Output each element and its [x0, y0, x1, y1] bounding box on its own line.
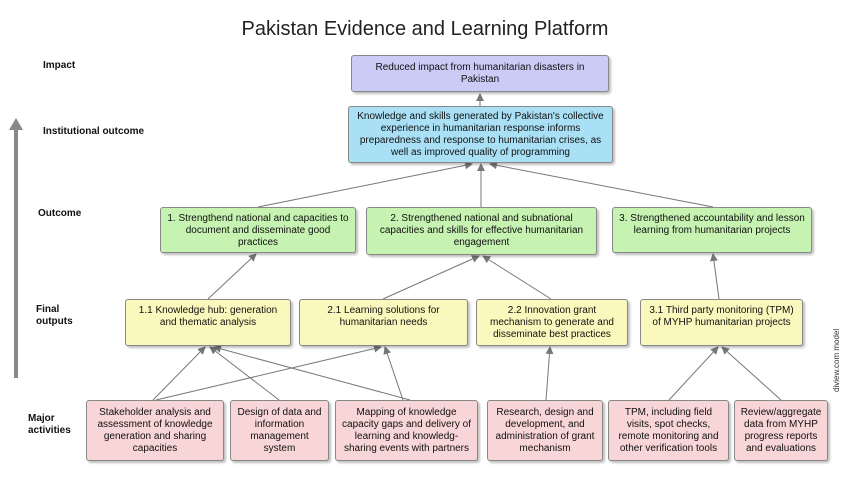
outcome-box-3 — [612, 207, 812, 253]
activity-box-5 — [608, 400, 729, 461]
link-act3-output11 — [214, 347, 410, 400]
outcome-text-2: 2. Strengthened national and subnational capacities and skills for effective humanitarian engagement — [379, 213, 584, 248]
institutional-outcome-text: Knowledge and skills generated by Pakistan's collective experience in humanitarian response informs preparedness and response to humanitarian crises, as well as improved quality of programming — [357, 110, 604, 158]
activity-box-4 — [487, 400, 603, 461]
link-act3-output21 — [385, 347, 403, 400]
outcome-box-1 — [160, 207, 356, 253]
impact-box — [351, 55, 609, 92]
link-act6-output31 — [722, 347, 781, 400]
output-box-3-1 — [640, 299, 803, 346]
link-output31-outcome3 — [713, 254, 719, 299]
diagram-title: Pakistan Evidence and Learning Platform — [241, 18, 609, 40]
activity-text-2: Design of data and information management system — [237, 406, 322, 454]
activity-text-4: Research, design and development, and administration of grant mechanism — [495, 406, 595, 454]
level-label-institutional: Institutional outcome — [43, 126, 145, 137]
output-text-2-1: 2.1 Learning solutions for humanitarian needs — [327, 305, 440, 328]
level-axis-arrowhead-icon — [9, 118, 23, 130]
link-outcome1-inst — [258, 164, 472, 207]
output-text-1-1: 1.1 Knowledge hub: generation and thematic analysis — [138, 305, 278, 328]
outcome-box-2 — [366, 207, 597, 255]
output-box-1-1 — [125, 299, 291, 346]
institutional-outcome-box — [348, 106, 613, 163]
impact-text: Reduced impact from humanitarian disasters in Pakistan — [375, 61, 585, 85]
activity-box-2 — [230, 400, 329, 461]
activity-text-6: Review/aggregate data from MYHP progress reports and evaluations — [740, 406, 822, 454]
outcome-text-3: 3. Strengthened accountability and lesson learning from humanitarian projects — [619, 213, 805, 236]
level-label-outcome: Outcome — [38, 208, 82, 219]
level-label-final-outputs: Final outputs — [36, 304, 73, 327]
link-act1-output11 — [153, 347, 205, 400]
link-act4-output22 — [546, 347, 550, 400]
activity-text-3: Mapping of knowledge capacity gaps and delivery of learning and knowledg-sharing events with partners — [342, 406, 471, 454]
link-act5-output31 — [669, 347, 718, 400]
link-output22-outcome2 — [483, 256, 551, 299]
activity-box-6 — [734, 400, 828, 461]
activity-text-5: TPM, including field visits, spot checks, remote monitoring and other verification tools — [618, 406, 719, 454]
output-box-2-1 — [299, 299, 468, 346]
link-output11-outcome1 — [208, 254, 256, 299]
activity-text-1: Stakeholder analysis and assessment of knowledge generation and sharing capacities — [97, 406, 213, 454]
outcome-text-1: 1. Strengthend national and capacities to document and disseminate good practices — [167, 213, 349, 248]
output-text-3-1: 3.1 Third party monitoring (TPM) of MYHP humanitarian projects — [649, 305, 794, 328]
level-label-major-activities: Major activities — [28, 413, 71, 436]
credit-text: diview.com model — [832, 328, 841, 392]
activity-box-3 — [335, 400, 478, 461]
output-box-2-2 — [476, 299, 628, 346]
link-output21-outcome2 — [383, 256, 479, 299]
activity-box-1 — [86, 400, 224, 461]
link-outcome3-inst — [490, 164, 713, 207]
level-label-impact: Impact — [43, 60, 76, 71]
output-text-2-2: 2.2 Innovation grant mechanism to generate and disseminate best practices — [490, 305, 614, 340]
